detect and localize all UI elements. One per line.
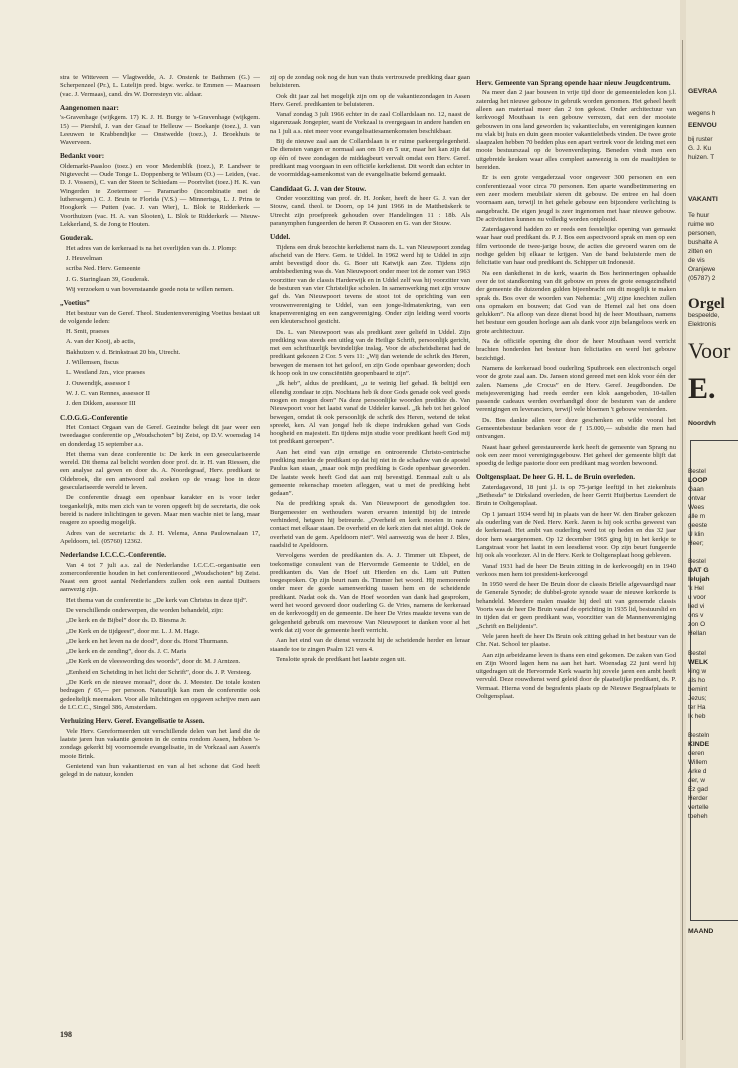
paragraph: „De kerk en de Bijbel” door ds. D. Biesma Jr. [66,617,187,625]
column-2 [270,74,470,1024]
edge-text-fragment: zon O [688,621,706,628]
paragraph: Op 1 januari 1934 werd hij in plaats van de heer W. den Braber gekozen als ouderling van de Ned. Herv. Kerk. Jaren is hij ook scriba geweest van de kerkeraad. Het ambt van ouderling werd tot op heden en dus 32 jaar door hem waargenomen. Op 12 december 1965 ging hij in het kerkje te Langstraat voor het laatst in een leesdienst voor. Op zijn beurt fungeerde hij ook als voorlezer. Al in de Herv. Kerk te Ooltgensplaat hoog gebleven. [476,510,676,560]
paragraph: J. G. Staringlaan 39, Gouderak. [66,275,150,283]
edge-box-top [690,440,738,441]
edge-text-fragment: Hellan [688,630,707,637]
paragraph: Naast haar geheel gerestaureerde kerk heeft de gemeente van Sprang nu ook een zeer mooi verenigingsgebouw. Het geheel der gemeente blijft dat spoedig de ledige pastorie door een predikant mag worden bewoond. [476,443,676,468]
paragraph: J. Heuvelman [66,254,103,262]
paragraph: H. Smit, praeses [66,328,110,336]
edge-text-fragment: WELK [688,659,709,666]
edge-text-fragment: king w [688,668,707,675]
edge-orgel-heading: Orgel [688,296,725,312]
edge-text-fragment: Heer; [688,540,704,547]
edge-text-fragment: bemint [688,686,708,693]
edge-text-fragment: personen, [688,230,717,237]
paragraph: Van 4 tot 7 juli a.s. zal de Nederlandse I.C.C.C.-organisatie een zomerconferentie houden in het conferentieoord „Woudschoten” bij Zeist. Naast een groot aantal Nederlanders zullen ook een aantal Duitsers aanwezig zijn. [60,561,260,594]
paragraph: stra te Witteveen — Vlagtwedde, A. J. Onstenk te Bathmen (G.) — Scherpenzeel (Pr.), L. Lutelijn pred. bigw. werkz. te Emmen — Maarssen (vac. J. Vermaas), cand. drs W. Dorresteyn vic. aldaar. [60,74,260,98]
edge-text-fragment: deren [688,750,705,757]
paragraph: Namens de kerkeraad bood ouderling Spuibroek een electronisch orgel voor de grote zaal aan. Ds. Jansen stond gereed met een klok voor één der zalen. Namens „de Crocus” en de Herv. Geref. Jeugdbonden. De meisjesvereniging had reeds eerder een klok aangeboden, 10-tallen passende cadeaux werden overhandigd door de besturen van de andere verenigingen en leveranciers, terwijl vele bloemen 't gebouw versierden. [476,364,676,414]
section-heading: Verhuizing Herv. Geref. Evangelisatie te Assen. [60,717,205,726]
paragraph: Na de officiële opening die door de heer Mouthaan werd verricht brachten honderden het bestuur hun felicitaties en werd het gebouw bezichtigd. [476,338,676,362]
paragraph: Ds. Bos dankte allen voor deze geschenken en wilde vooral het Gemeentebestuur bedanken voor de ƒ 15.000,— subsidie die men had ontvangen. [476,416,676,441]
paragraph: Bakhuizen v. d. Brinkstraat 20 bis, Utrecht. [66,348,181,356]
section-heading: Uddel. [270,233,291,242]
paragraph: Vele Herv. Gereformeerden uit verschillende delen van het land die de laatste jaren hun vakantie genoten in de centra rondom Assen, hebben 's-zondags gekerkt bij voornoemde evangelisatie, in de Vorkzaal aan Assen's mooie Brink. [60,727,260,760]
paragraph: Vanaf 1931 had de heer De Bruin zitting in de kerkvoogdij en in 1940 verkoos men hem tot president-kerkvoogd [476,562,676,578]
edge-text-fragment: huizen. T [688,154,715,161]
paragraph: Zaterdagavond hadden zo er reeds een feestelijke opening van gemaakt waar haar oud predikant ds. P. J. Bos een aspectvoord sprak en men op een film vertoonde de twee-jarige bouw, de acties die gevoerd waren om de nodige gelden bij elkaar te krijgen. Van de band beluisterde men de felicitatie van haar oud predikant ds. Schipper uit Indonesië. [476,226,676,267]
paragraph: „De Kerk en de nieuwe moraal”, door ds. J. Meester. De totale kosten bedragen ƒ 65,— per persoon. Natuurlijk kan men de conferentie ook gedeeltelijk meemaken. Voor alle inlichtingen en opgaven schrijve men aan de I.C.C.C., Singel 386, Amsterdam. [60,679,260,711]
paragraph: Ook dit jaar zal het mogelijk zijn om op de vakantiezondagen in Assen Herv. Geref. predikanten te beluisteren. [270,92,470,108]
edge-text-fragment: Wees [688,504,705,511]
paragraph: De conferentie draagt een openbaar karakter en is voor ieder toegankelijk, mits men zich van te voren opgeeft bij de secretaris, die ook bereid is nadere inlichtingen te geven. Maar men wachte niet te lang, maar reagere zo spoedig mogelijk. [60,494,260,527]
edge-header: GEVRAA [688,88,718,95]
paragraph: Na een dankdienst in de kerk, waarin ds Bos herinneringen ophaalde over de tot standkoming van dit gebouw en prees de grote eensgezindheid der gemeente die duizenden gulden bijeenbracht om dit mogelijk te maken sprak ds. Bos over de woorden van Nehemia: „Wij zijne knechten zullen ons opmaken en bouwen; dat God van de Hemel zal het ons doen gelukken”. Na afloop van deze dienst bood hij de heer Mouthaan, namens het bestuur een gouden horloge aan als dank voor zijn belangeloos werk en grote architectuur. [476,269,676,335]
edge-text-fragment: EENVOU [688,122,717,129]
paragraph: Het thema van deze conferentie is: De kerk in een geseculariseerde wereld. Dit thema zal belicht worden door prof. dr. ir. H. van Riessen, die een analyse zal geven en door ds. A. Noordegraaf, Herv. predikant te Oldebroek, die een antwoord zal zoeken op de vraag: hoe in deze geseculariseerde wereld te leven. [60,450,260,492]
page-fold-divider [682,40,683,1040]
edge-text-fragment: toeheh [688,813,708,820]
edge-text-fragment: u voor [688,594,706,601]
edge-text-fragment: VAKANTI [688,196,718,203]
edge-text-fragment: Elektronis [688,321,717,328]
paragraph: De verschillende onderwerpen, die worden behandeld, zijn: [66,606,224,614]
section-heading: Bedankt voor: [60,152,105,161]
edge-text-fragment: 'k Hel [688,585,704,592]
section-heading: Ooltgensplaat. De heer G. H. L. de Bruin overleden. [476,473,635,482]
edge-text-fragment: LOOP [688,477,708,484]
edge-text-fragment: zitten en [688,248,713,255]
edge-text-fragment: de vis [688,257,705,264]
edge-text-fragment: geeste [688,522,708,529]
paragraph: Tenslotte sprak de predikant het laatste zegen uit. [276,655,406,663]
paragraph: Zaterdagavond, 18 juni j.l. is op 75-jarige leeftijd in het ziekenhuis „Bethesda” te Dirksland overleden, de heer Gerrit Huijbertus Leendert de Bruin te Ooltgensplaat. [476,483,676,508]
page-number: 198 [60,1030,72,1039]
edge-text-fragment: der, w [688,777,706,784]
edge-text-fragment: Jezus; [688,695,707,702]
column-3 [476,74,676,1024]
paragraph: Het thema van de conferentie is: „De kerk van Christus in deze tijd”. [66,596,248,604]
paragraph: Adres van de secretaris: ds J. H. Velema, Anna Paulownalaan 17, Apeldoorn, tel. (05760) 12362. [60,529,260,545]
paragraph: Het bestuur van de Geref. Theol. Studentenvereniging Voetius bestaat uit de volgende leden: [60,309,260,325]
paragraph: „Eenheid en Scheiding in het licht der Schrift”, door ds. J. P. Versteeg. [66,668,252,676]
edge-box-bottom [690,920,738,921]
paragraph: J. Ouwendijk, assessor I [66,379,130,387]
edge-text-fragment: vertelle [688,804,709,811]
edge-text-fragment: ontvar [688,495,706,502]
paragraph: „Ik heb”, aldus de predikant, „u te weinig lief gehad. Ik beltijd een ellendig zondaar te zijn. Nochtans heb ik door Gods genade ook veel goeds mogen en mogen doen” Na deze persoonlijke woorden predikte ds. Van Nieuwpoort voor het laatst vanaf de Uddeler kansel. „Ik heb tot het geloof bewegen, omdat ik ook persoonlijk de schrik des Heren, wetend de tekst spreekt, ken. Al van jongaf heb ik diepe indrukken gehad van Gods hoogheid en majesteit. En tijdens mijn studie voor predikant heeft God mij tot predikant geroepen”. [270,380,470,446]
section-heading: Candidaat G. J. van der Stouw. [270,184,367,193]
edge-text-fragment: Bestel [688,650,706,657]
paragraph: Er is een grote vergaderzaal voor ongeveer 300 personen en een conferentiezaal voor circa 70 personen. Een aparte wandbetimmering en een zeer modern meubilair sieren dit gebouw. De entree en hal doen voornaam aan, terwijl in het gehele gebouw een bijzondere verlichting is aangebracht. De eigen jeugd is zeer ingenomen met haar nieuwe gebouw. De activiteiten kunnen nu volledig worden ontplooid. [476,174,676,223]
adjacent-page-edge [686,0,738,1068]
paragraph: Genietend van hun vakantierust en van al het schone dat God heeft gelegd in de natuur, konden [60,762,260,779]
paragraph: zij op de zondag ook nog de hun van thuis vertrouwde prediking daar gaan beluisteren. [270,74,470,90]
section-heading: Herv. Gemeente van Sprang opende haar nieuw Jeugdcentrum. [476,79,671,87]
paragraph: In 1950 werd de heer De Bruin door de classis Brielle afgevaardigd naar de Generale Synode; de dubbel-grote synode waar de nieuwe kerkorde is behandeld. Meerdere malen maakte hij deel uit van genoemde classis Voorts was de heer De Bruin vanaf de oprichting in 1935 lid, bestuurslid en in tijden dat er geen predikant was, voorzitter van de Mannenvereniging „Schrift en Belijdenis”. [476,581,676,630]
paragraph: Vanaf zondag 3 juli 1966 echter in de zaal Collardslaan no. 12, naast de sigarenzaak Jongepier, want de Vorkzaal is overgegaan in andere handen en na 1 juli a.s. niet meer voor evangelisatiesamenkomsten beschikbaar. [270,111,470,135]
edge-text-fragment: DAT G [688,567,709,574]
edge-text-fragment: Te huur [688,212,710,219]
edge-text-fragment: U klin [688,531,704,538]
edge-text-fragment: alle m [688,513,706,520]
paragraph: 's-Gravenhage (wijkgem. 17) K. J. H. Burgy te 's-Gravenhage (wijkgem. 15) — Piershil, J. van der Graaf te Helleuw — Boekanje (toez.), J. van Leeuwen te Krabbendijke — Onstwedde (toez.), J. Broekhuis te Waverveen. [60,114,260,147]
paragraph: Wij verzoeken u van bovenstaande goede nota te willen nemen. [66,285,234,293]
paragraph: Tijdens een druk bezochte kerkdienst nam ds. L. van Nieuwpoort zondag afscheid van de Herv. Gem. te Uddel. In 1962 werd hij te Uddel in zijn ambt bevestigd door ds. G. Boer uit Katwijk aan Zee. Tijdens zijn ambtsbediening was ds. Van Nieuwpoort onder meer tot de zomer van 1963 voorzitter van de classis Harderwijk en in Uddel zelf was hij voorzitter van de besturen van vier Christelijke scholen. In samenwerking met zijn vrouw gaf ds. Van Nieuwpoort tevens de stoot tot de oprichting van een vrouwenvereniging te Uddel, van een jonge-lidmatenkring, van een knapenvereniging en een zangvereniging. Onder zijn leiding werd voorts een kleuterschool gesticht. [270,243,470,326]
edge-text-fragment: Herder [688,795,708,802]
edge-text-fragment: bespeelde, [688,312,720,319]
paragraph: scriba Ned. Herv. Gemeente [66,265,141,273]
section-heading: Nederlandse I.C.C.C.-Conferentie. [60,551,167,560]
edge-text-fragment: lied vi [688,603,705,610]
edge-text-fragment: bij ruster [688,136,713,143]
paragraph: Oldemarkt-Paasloo (toez.) en voor Medemblik (toez.), P. Landwer te Nigtevecht — Oude Tonge L. Doppenberg te Wilsum (O.) — Leiden, (vac. D. J. Vossers), C. van der Steen te Schiedam — Poortvliet (toez.) H. K. van Wingerden te Zoetermeer — Paramaribo (incombinatie met de luthersegem.) C. J. Bruin te Florida (V.S.) — Minnertsga, L. J. Prins te Hoogkerk — Putten (vac. J. van Wier), L. Blok te Ridderkerk — Voorthuizen (vac. H. A. van Slooten), L. Blok te Ridderkerk — Nieuw-Lekkerland, S. de Jong te Houten. [60,162,260,228]
edge-text-fragment: als ho [688,677,706,684]
edge-text-fragment: Oranjewe [688,266,716,273]
column-1 [60,74,260,1024]
paragraph: Na de prediking sprak ds. Van Nieuwpoort de genodigden toe. Burgemeester en wethouders waren ervaren intentijd bij de intrede verhinderd, hetgeen hij betreurde. „Overheid en kerk moeten in nauw contact met elkaar staan. De overheid en de kerk zien dat niet altijd. Ook de overheid van de gem. Apeldoorn niet”. Wel aanwezig was de heer J. Bles, raadslid te Apeldoorn. [270,500,470,549]
paragraph: Onder voorzitting van prof. dr. H. Jonker, heeft de heer G. J. van der Stouw, cand. theol. te Doorn, op 14 juni 1966 in de Mattheüskerk te Utrecht zijn proefpreek gehouden over Handelingen 11 : 18b. Als paranymphen fungeerden de heren P. Oussoren en G. van der Stouw. [270,194,470,227]
paragraph: Het Contact Orgaan van de Geref. Gezindte belegt dit jaar weer een tweedaagse conferentie op „Woudschoten” bij Zeist, op D.V. woensdag 14 en donderdag 15 september a.s. [60,423,260,448]
paragraph: Vervolgens werden de predikanten ds. A. J. Timmer uit Elspeet, de toekomstige consulent van de Hervormde Gemeente te Uddel, en de predikanten ds. Van de Hoef uit Hierden en ds. Lam uit Putten toegesproken. Op zijn beurt nam ds. Timmer het woord. Hij memoreerde onder meer de goede samenwerking tussen hem en de scheidende predikant. Nadat ook ds. Van de Hoef woorden van dank had gesproken, werd het woord gevoerd door ouderling G. de Vries, namens de kerkeraad en de kerkvoogdij en de gemeente. De heer De Vries maakte tevens van de gelegenheid gebruik om mevrouw Van Nieuwpoort te danken voor al het werk dat zij voor de gemeente heeft verricht. [270,552,470,634]
paragraph: Vele jaren heeft de heer Ds Bruin ook zitting gehad in het bestuur van de Chr. Nat. School ter plaatse. [476,632,676,649]
paragraph: Ds. L. van Nieuwpoort was als predikant zeer geliefd in Uddel. Zijn prediking was steeds een uitleg van de Heilige Schrift, persoonlijk gericht, met een schriftuurlijk bevindelijke inslag. Voor de afscheidsdienst had de predikant gekozen 2 Cor. 5 vers 11: „Wij dan wetende de schrik des Heren, bewegen de mensen tot het geloof, en zijn Gode openbaar geworden; doch ik hoop ook in uw consciëntiën geopenbaard te zijn”. [270,328,470,378]
edge-text-fragment: MAAND [688,928,714,935]
paragraph: „De Kerk en de vleeswording des woords”, door dr. M. J Arntzen. [66,658,241,666]
paragraph: Aan het eind van de dienst verzocht hij de scheidende herder en leraar staande toe te zingen Psalm 121 vers 4. [270,637,470,653]
edge-text-fragment: Willem [688,759,708,766]
section-heading: „Voetius” [60,299,90,308]
paragraph: Aan zijn arbeidzame leven is thans een eind gekomen. De zaken van God en Zijn Woord lagen hem na aan het hart. Woensdag 22 juni werd hij uitgedragen uit de Hervormde Kerk waarin hij zovele jaren een ambt heeft vervuld. Deze rouwdienst werd geleid door de plaatselijke predikant, ds. P. Vermaat. Hierna vond de begrafenis plaats op de Nieuwe Begraafplaats te Ooltgensplaat. [476,651,676,700]
edge-text-fragment: Bestel [688,468,706,475]
edge-text-fragment: lelujah [688,576,710,583]
edge-text-fragment: Bestel [688,558,706,565]
edge-e-heading: E. [688,372,716,405]
paragraph: Bij de nieuwe zaal aan de Collardslaan is er ruime parkeergelegenheid. De diensten vangen er normaal aan om 10 en 5 uur, maar het kan zijn dat op één of twee zondagen de middagbeurt vervalt omdat een Herv. Geref. predikant mag voorgaan in een officiële kerkdienst. Dit wordt dan echter in de voormiddag-samenkomst van de evangelisatie bekend gemaakt. [270,138,470,179]
section-heading: C.O.G.G.-Conferentie [60,413,128,422]
edge-text-fragment: (05787) 2 [688,275,716,282]
edge-text-fragment: Ez gad [688,786,708,793]
edge-text-fragment: wegens h [688,110,716,117]
edge-text-fragment: Gaan [688,486,704,493]
paragraph: „De Kerk en de tijdgeest”, door mr. L. J. M. Hage. [66,627,200,635]
paragraph: „De kerk en het leven na de dood”, door ds. Horst Thurmann. [66,637,229,645]
section-heading: Aangenomen naar: [60,103,119,112]
paragraph: W. J. C. van Rennes, assessor II [66,389,150,397]
edge-text-fragment: Noordvh [688,420,716,427]
edge-text-fragment: G. J. Ku [688,145,712,152]
edge-text-fragment: ruime wo [688,221,714,228]
paragraph: Na meer dan 2 jaar bouwen in vrije tijd door de gemeenteleden kon j.l. zaterdag het nieuwe gebouw in gebruik worden genomen. Het geheel heeft alleen aan materiaal meer dan 2 ton gekost. Onder architectuur van kerkvoogd Mouthaan is een gebouw verrezen, dat een der mooiste gebouwen in ons land geworden is; vakantieclubs, en verenigingen kunnen nu vlak bij huis en duin geen mooier vakantieleibeds vinden. De twee grote slaapzalen hebben 70 bedden plus een apart vertrek voor de leiding met een mooie bestuurszaal op de bovenverdieping. Beneden vindt men een uitgebreide keuken waar alles compleet aanwezig is om de maaltijden te bereiden. [476,89,676,172]
paragraph: J. Willemsen, fiscus [66,359,119,367]
paragraph: A. van der Kooij, ab actis, [66,338,136,346]
paragraph: Aan het eind van zijn ernstige en ontroerende Christo-centrische prediking merkte de predikant op dat hij niet in de schaduw van de apostel Paulus kan staan, „maar ook mijn prediking is Gode openbaar geworden. De laatste week heeft God dat aan mij bevestigd. Eenmaal zult u als gemeente rekenschap moeten afleggen, wat u met de prediking hebt gedaan”. [270,448,470,498]
edge-text-fragment: Besteln [688,732,710,739]
edge-text-fragment: Arke d [688,768,707,775]
paragraph: L. Westland Jzn., vice praeses [66,369,145,377]
edge-text-fragment: Ik heb [688,713,706,720]
edge-text-fragment: KINDE [688,741,710,748]
paragraph: Het adres van de kerkeraad is na het overlijden van ds. J. Plomp: [66,244,237,252]
section-heading: Gouderak. [60,234,93,243]
edge-text-fragment: bushalte A [688,239,718,246]
paragraph: J. den Dikken, assessor III [66,400,136,408]
edge-voor-heading: Voor [688,338,731,363]
paragraph: „De kerk en de zending”, door ds. J. C. Maris [66,648,187,656]
edge-text-fragment: ter Ha [688,704,706,711]
edge-text-fragment: ons v [688,612,704,619]
